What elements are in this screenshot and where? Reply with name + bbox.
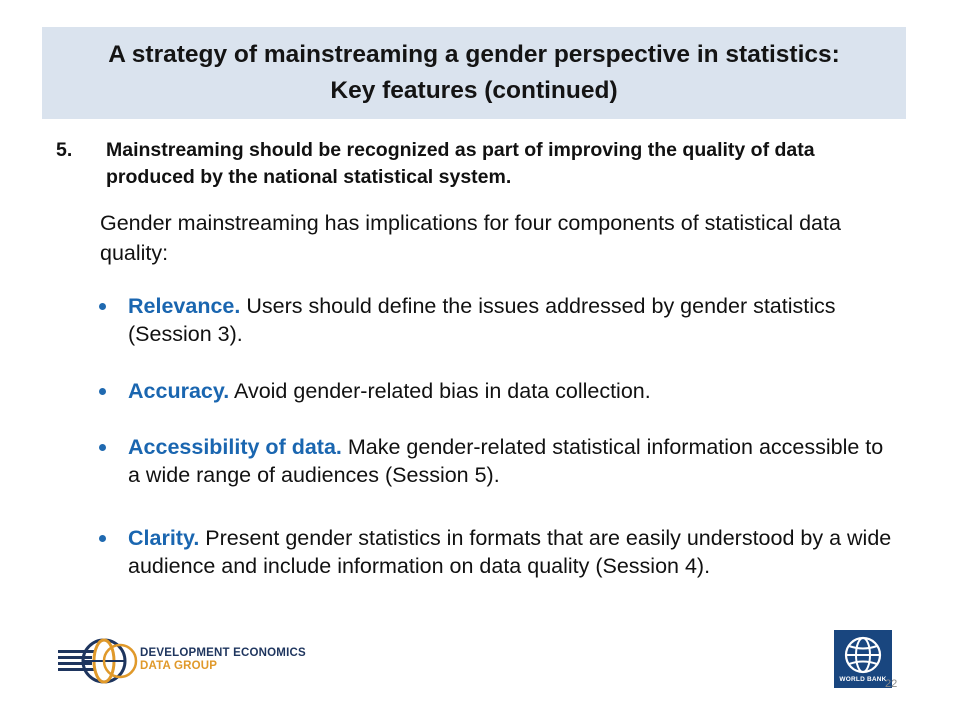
logo-line-1: DEVELOPMENT ECONOMICS bbox=[140, 647, 306, 659]
logo-globe bbox=[83, 640, 136, 682]
bullet-body: Avoid gender-related bias in data collection. bbox=[229, 379, 651, 403]
bullet-body: Users should define the issues addressed by gender statistics (Session 3). bbox=[128, 294, 836, 346]
bullet-lead: Relevance. bbox=[128, 294, 241, 318]
bullet-dot-icon bbox=[99, 535, 106, 542]
bullet-text bbox=[128, 377, 896, 405]
slide-title-line-1: A strategy of mainstreaming a gender perspective in statistics: bbox=[108, 41, 840, 68]
title-band bbox=[42, 27, 906, 119]
intro-paragraph: Gender mainstreaming has implications for four components of statistical data quality: bbox=[100, 211, 841, 265]
slide-title-line-2: Key features (continued) bbox=[330, 77, 618, 104]
bullet-lead: Accuracy. bbox=[128, 379, 230, 403]
bullet-text bbox=[128, 524, 896, 580]
bullet-dot-icon bbox=[99, 444, 106, 451]
world-bank-label: WORLD BANK bbox=[839, 676, 887, 683]
bullet-dot-icon bbox=[99, 303, 106, 310]
logo-line-2: DATA GROUP bbox=[140, 660, 218, 672]
point-text: Mainstreaming should be recognized as part of improving the quality of data produced by the national statistical system. bbox=[106, 139, 815, 188]
bullet-dot-icon bbox=[99, 388, 106, 395]
bullet-body: Make gender-related statistical information accessible to a wide range of audiences (Session 5). bbox=[128, 435, 884, 487]
point-number: 5. bbox=[56, 139, 73, 161]
bullet-lead: Clarity. bbox=[128, 526, 200, 550]
page-number: 22 bbox=[885, 678, 898, 690]
bullet-text bbox=[128, 433, 896, 489]
logo-wordmark bbox=[140, 647, 306, 673]
bullet-text bbox=[128, 292, 896, 348]
bullet-body: Present gender statistics in formats that are easily understood by a wide audience and include information on data quality (Session 4). bbox=[128, 526, 892, 578]
bullet-lead: Accessibility of data. bbox=[128, 435, 342, 459]
